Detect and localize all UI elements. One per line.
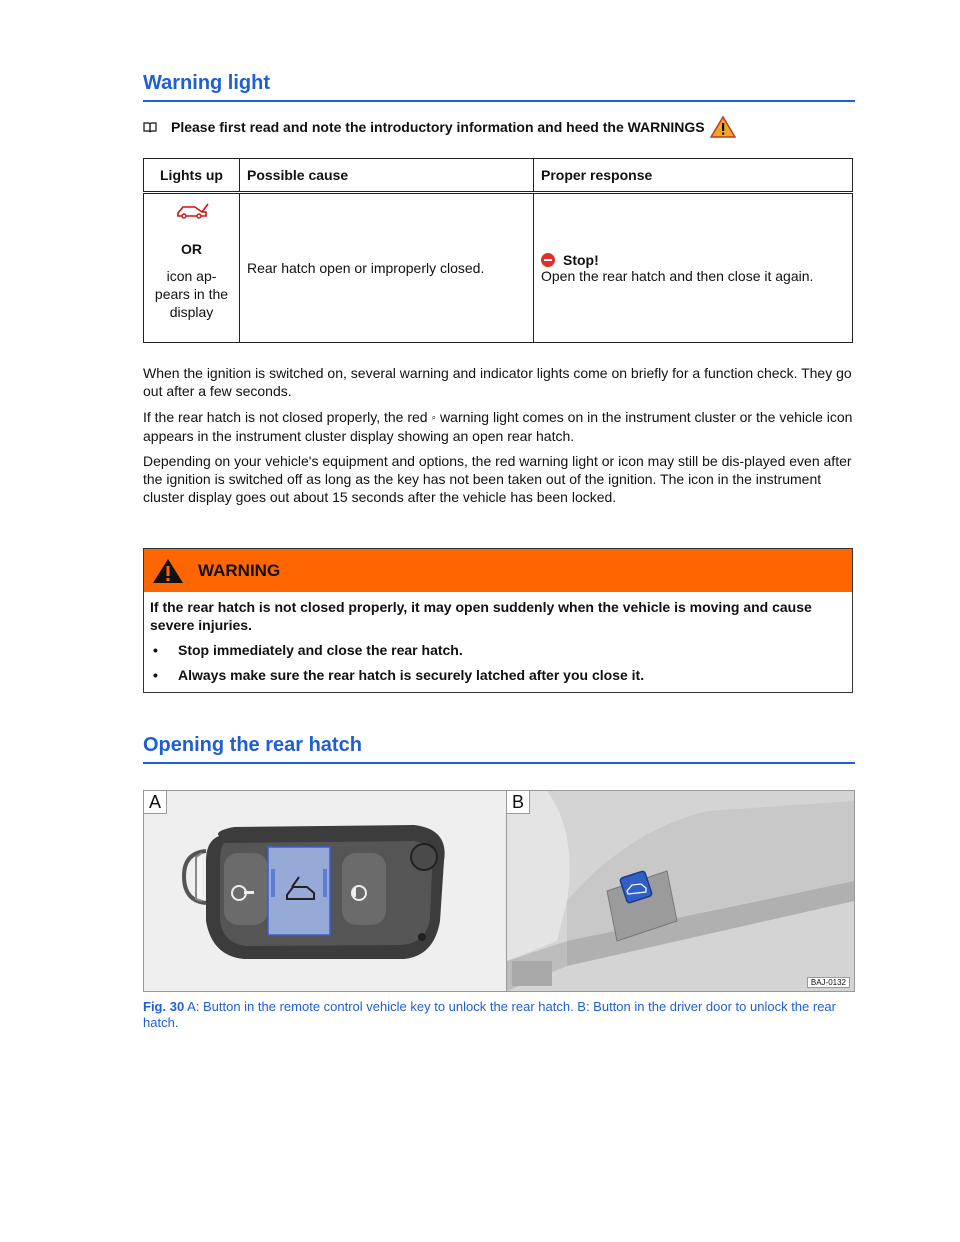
warning-triangle-icon	[710, 116, 736, 138]
figure-panel-a	[144, 791, 507, 991]
figure-code: BAJ-0132	[807, 977, 850, 988]
paragraph-text-before: If the rear hatch is not closed properly, the red	[143, 409, 428, 425]
rear-hatch-inline-icon: ⌕	[431, 413, 437, 423]
warning-list	[150, 641, 846, 684]
response-text: Open the rear hatch and then close it again.	[541, 268, 814, 284]
panel-label-b: B	[507, 791, 530, 814]
list-item: • Always make sure the rear hatch is securely latched after you close it.	[150, 666, 846, 684]
caption-number: Fig. 30	[143, 999, 185, 1014]
figure-caption	[143, 999, 855, 1031]
icon-display-text: icon ap- pears in the display	[154, 268, 229, 320]
list-item: • Stop immediately and close the rear hatch.	[150, 641, 846, 659]
or-label: OR	[181, 241, 202, 257]
warning-icon	[152, 558, 184, 584]
paragraph-rear-hatch	[143, 408, 855, 445]
warning-header	[144, 549, 852, 592]
warning-body	[144, 592, 852, 692]
driver-door-illustration	[507, 791, 854, 991]
header-proper-response: Proper response	[534, 159, 853, 193]
section-title-warning-light: Warning light	[143, 72, 855, 102]
warning-title: WARNING	[198, 560, 281, 580]
stop-icon	[541, 253, 555, 267]
figure-30	[143, 790, 855, 992]
stop-label: Stop!	[563, 252, 599, 268]
remote-key-illustration	[144, 791, 506, 991]
table-row	[144, 193, 853, 343]
intro-note	[143, 116, 736, 138]
warning-light-table	[143, 158, 853, 343]
caption-text: A: Button in the remote control vehicle key to unlock the rear hatch. B: Button in the driver door to unlock the rear hatch.	[143, 999, 836, 1030]
lights-up-cell	[144, 193, 240, 343]
possible-cause-cell: Rear hatch open or improperly closed.	[240, 193, 534, 343]
intro-text: Please first read and note the introductory information and heed the WARNINGS	[171, 119, 705, 135]
rear-hatch-open-icon	[175, 200, 209, 220]
warning-box	[143, 548, 853, 693]
header-possible-cause: Possible cause	[240, 159, 534, 193]
paragraph-ignition-off: Depending on your vehicle's equipment and options, the red warning light or icon may still be dis-played even after the ignition is switched off as long as the key has not been taken out of the ignition. The icon in the instrument cluster display goes out about 15 seconds after the vehicle has been locked.	[143, 453, 852, 505]
paragraph-text-after: warning light comes on in the instrument cluster or the vehicle icon appears in the instrument cluster display showing an open rear hatch.	[143, 409, 853, 445]
figure-panel-b	[507, 791, 854, 991]
proper-response-cell	[534, 193, 853, 343]
section-title-opening-rear-hatch: Opening the rear hatch	[143, 734, 855, 764]
stop-line	[541, 252, 845, 268]
paragraph-function-check: When the ignition is switched on, several warning and indicator lights come on briefly for a function check. They go out after a few seconds.	[143, 365, 852, 399]
warning-text: If the rear hatch is not closed properly, it may open suddenly when the vehicle is moving and cause severe injuries.	[150, 599, 812, 633]
panel-label-a: A	[144, 791, 167, 814]
header-lights-up: Lights up	[144, 159, 240, 193]
book-icon	[143, 122, 157, 133]
